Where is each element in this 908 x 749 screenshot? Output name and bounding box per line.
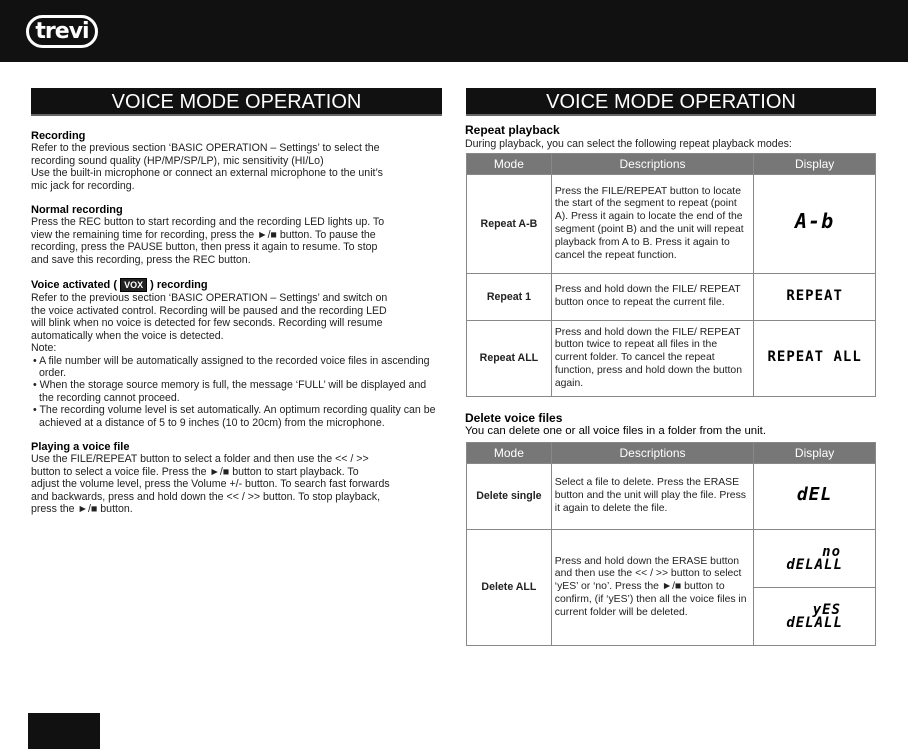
text-line: Use the built-in microphone or connect an external microphone to the unit’s [31,167,383,180]
table-row [467,530,876,646]
mode-cell: Delete ALL [467,530,552,646]
text-line: and save this recording, press the REC button. [31,253,251,266]
note-item: • When the storage source memory is full, the message ‘FULL’ will be displayed and the recording cannot proceed. [33,379,427,404]
text-line: view the remaining time for recording, press the ►/■ button. To pause the [31,228,376,241]
table-row [467,321,876,397]
display-no [754,530,875,588]
lcd-display: dEL [796,483,833,505]
text-line: Refer to the previous section ‘BASIC OPERATION – Settings’ and switch on [31,292,388,305]
col-header: Mode [467,154,552,175]
delete-sub: You can delete one or all voice files in a folder from the unit. [465,425,766,437]
text-line: press the ►/■ button. [31,502,133,515]
repeat-table [466,153,876,397]
lcd-yes-top: yES [812,601,841,618]
page-corner-tab [28,713,100,749]
vox-badge: VOX [120,278,147,292]
lcd-yes-bottom: dELALL [786,614,843,631]
table-header-row [467,154,876,175]
text-line: and backwards, press and hold down the << / >> button. To stop playback, [31,490,381,503]
description-cell: Press and hold down the FILE/ REPEAT button twice to repeat all files in the current folder. To cancel the repeat function, press and hold down the button again. [551,321,753,397]
lcd-no-top: no [822,543,841,560]
description-cell: Select a file to delete. Press the ERASE button and the unit will play the file. Press it again to delete the file. [551,464,753,530]
display-cell [754,464,876,530]
text-line: will blink when no voice is detected for few seconds. Recording will resume [31,317,383,330]
playing-heading: Playing a voice file [31,440,130,453]
lcd-no-bottom: dELALL [786,556,843,573]
display-cell [754,175,876,274]
display-yes [754,588,875,645]
vox-heading-post: ) recording [150,279,208,292]
text-line: Press the REC button to start recording and the recording LED lights up. To [31,216,385,229]
delete-table [466,442,876,646]
text-line: adjust the volume level, press the Volume +/- button. To search fast forwards [31,478,390,491]
description-cell: Press and hold down the FILE/ REPEAT button once to repeat the current file. [551,274,753,321]
text-line: Use the FILE/REPEAT button to select a folder and then use the << / >> [31,453,369,466]
lcd-display: REPEAT ALL [767,349,862,366]
display-cell [754,530,876,646]
display-cell [754,274,876,321]
col-header: Mode [467,443,552,464]
description-cell: Press and hold down the ERASE button and then use the << / >> button to select ‘yES’ or ‘no’. Press the ►/■ button to confirm, (if ‘yES’) then all the voice files in current folder will be deleted. [551,530,753,646]
text-line: mic jack for recording. [31,179,135,192]
normal-recording-heading: Normal recording [31,204,123,217]
col-header: Display [754,443,876,464]
table-row [467,175,876,274]
repeat-heading: Repeat playback [465,123,560,137]
mode-cell: Repeat ALL [467,321,552,397]
vox-heading-pre: Voice activated ( [31,279,117,292]
table-header-row [467,443,876,464]
left-column [31,130,443,515]
text-line: recording, press the PAUSE button, then press it again to resume. To stop [31,241,378,254]
lcd-display: REPEAT [786,287,843,304]
col-header: Descriptions [551,443,753,464]
note-item: • The recording volume level is set automatically. An optimum recording quality can be achieved at a distance of 5 to 9 inches (10 to 20cm) from the microphone. [33,404,436,429]
header-bar [0,0,908,62]
text-line: Refer to the previous section ‘BASIC OPERATION – Settings’ to select the [31,142,380,155]
text-line: automatically when the voice is detected. [31,329,224,342]
col-header: Descriptions [551,154,753,175]
lcd-display: A-b [795,209,835,234]
vox-heading [31,278,443,292]
note-label: Note: [31,342,57,355]
right-banner: VOICE MODE OPERATION [466,88,876,116]
brand-logo: trevi [26,15,98,48]
description-cell: Press the FILE/REPEAT button to locate the start of the segment to repeat (point A). Press it again to locate the end of the segment (point B) and the unit will repeat playback from A to B. Press it again to cancel the repeat function. [551,175,753,274]
mode-cell: Delete single [467,464,552,530]
mode-cell: Repeat A-B [467,175,552,274]
mode-cell: Repeat 1 [467,274,552,321]
text-line: the voice activated control. Recording will be paused and the recording LED [31,304,387,317]
col-header: Display [754,154,876,175]
note-list [31,355,443,429]
left-banner: VOICE MODE OPERATION [31,88,442,116]
display-cell [754,321,876,397]
text-line: button to select a voice file. Press the ►/■ button to start playback. To [31,465,359,478]
text-line: recording sound quality (HP/MP/SP/LP), mic sensitivity (HI/Lo) [31,154,324,167]
delete-heading: Delete voice files [465,411,563,425]
recording-heading: Recording [31,130,86,142]
table-row [467,274,876,321]
table-row [467,464,876,530]
note-item: • A file number will be automatically assigned to the recorded voice files in ascending order. [33,354,430,379]
repeat-sub: During playback, you can select the following repeat playback modes: [465,138,792,150]
